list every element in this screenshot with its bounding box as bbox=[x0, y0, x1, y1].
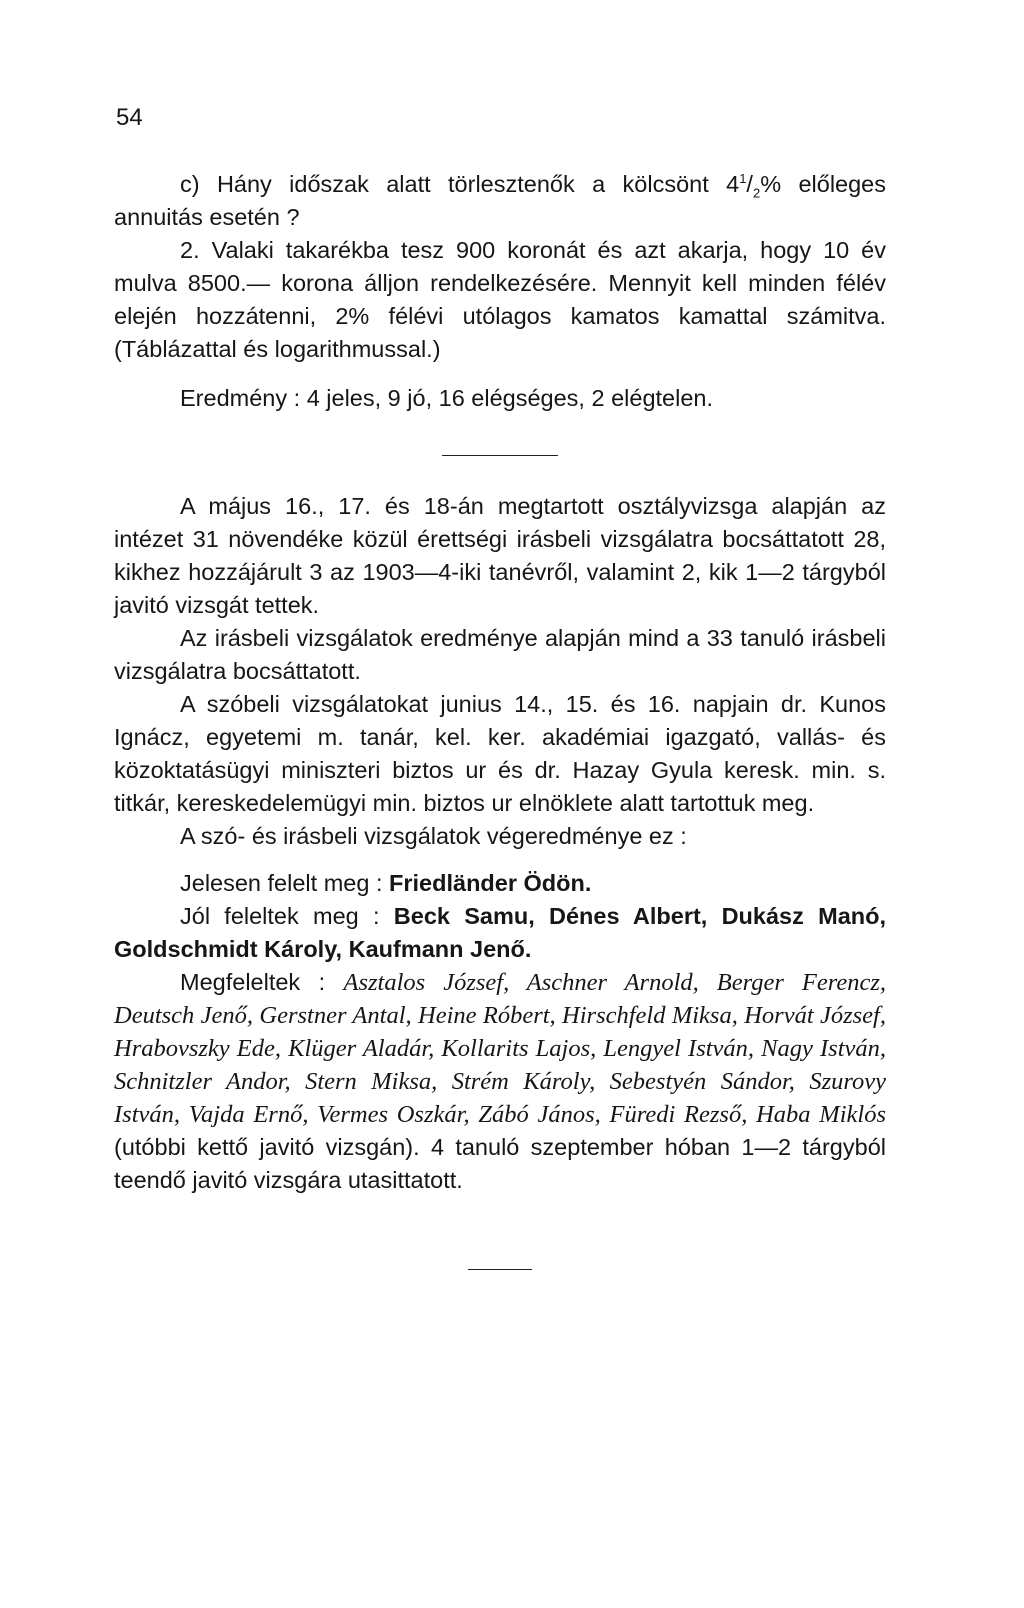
paragraph-oral-exams: A szóbeli vizsgálatokat junius 14., 15. és 16. napjain dr. Kunos Ignácz, egyetemi m. tanár, kel. ker. akadémiai igazgató, vallás- és közoktatásügyi miniszteri biztos ur és dr. Hazay Gyula keresk. min. s. titkár, kereskedelemügyi min. biztos ur elnöklete alatt tartottuk meg. bbox=[114, 691, 886, 816]
closing-divider bbox=[468, 1269, 532, 1270]
satisfactory-tail: (utóbbi kettő javitó vizsgán). 4 tanuló szeptember hóban 1—2 tárgyból teendő javitó vizsgára utasittatott. bbox=[114, 1134, 886, 1193]
paragraph-exam-admission: A május 16., 17. és 18-án megtartott osztályvizsga alapján az intézet 31 növendéke közül érettségi irásbeli vizsgálatra bocsáttatott 28, kikhez hozzájárult 3 az 1903—4-iki tanévről, valamint 2, kik 1—2 tárgyból javitó vizsgát tettek. bbox=[114, 493, 886, 618]
fraction-denominator: 2 bbox=[752, 185, 761, 201]
paragraph-final-results-intro: A szó- és irásbeli vizsgálatok végeredménye ez : bbox=[180, 823, 687, 849]
good-label: Jól feleltek meg : bbox=[180, 903, 380, 929]
good-names: Beck Samu, Dénes Albert, Dukász Manó, Goldschmidt Károly, Kaufmann Jenő. bbox=[114, 903, 887, 962]
question-c: c) Hány időszak alatt törlesztenők a kölcsönt $4^1/_2\%$ előleges annuitás esetén ? bbox=[114, 171, 886, 230]
page-body bbox=[114, 168, 886, 1304]
excellent-names: Friedländer Ödön. bbox=[389, 870, 592, 896]
section-divider bbox=[442, 455, 558, 456]
results-satisfactory bbox=[114, 966, 886, 1197]
excellent-label: Jelesen felelt meg : bbox=[180, 870, 383, 896]
fraction-numerator: 1 bbox=[739, 171, 747, 187]
satisfactory-label: Megfeleltek : bbox=[180, 969, 326, 995]
results-excellent bbox=[114, 867, 886, 900]
results-good bbox=[114, 900, 886, 966]
paragraph-written-results: Az irásbeli vizsgálatok eredménye alapján mind a 33 tanuló irásbeli vizsgálatra bocsáttatott. bbox=[114, 625, 886, 684]
result-line: Eredmény : 4 jeles, 9 jó, 16 elégséges, 2 elégtelen. bbox=[180, 385, 714, 411]
page-number: 54 bbox=[116, 104, 143, 131]
problem-2: 2. Valaki takarékba tesz 900 koronát és azt akarja, hogy 10 év mulva 8500.— korona álljon rendelkezésére. Mennyit kell minden félév elején hozzátenni, 2% félévi utólagos kamatos kamattal számitva. (Táblázattal és logarithmussal.) bbox=[114, 237, 886, 362]
satisfactory-names: Asztalos József, Aschner Arnold, Berger Ferencz, Deutsch Jenő, Gerstner Antal, Heine Róbert, Hirschfeld Miksa, Horvát József, Hrabovszky Ede, Klüger Aladár, Kollarits Lajos, Lengyel István, Nagy István, Schnitzler Andor, Stern Miksa, Strém Károly, Sebestyén Sándor, Szurovy István, Vajda Ernő, Vermes Oszkár, Zábó János, Füredi Rezső, Haba Miklós bbox=[114, 969, 887, 1128]
question-c-pre: c) Hány időszak alatt törlesztenők a kölcsönt 4 bbox=[180, 171, 740, 197]
question-c-post: % előleges annuitás esetén ? bbox=[114, 171, 886, 230]
